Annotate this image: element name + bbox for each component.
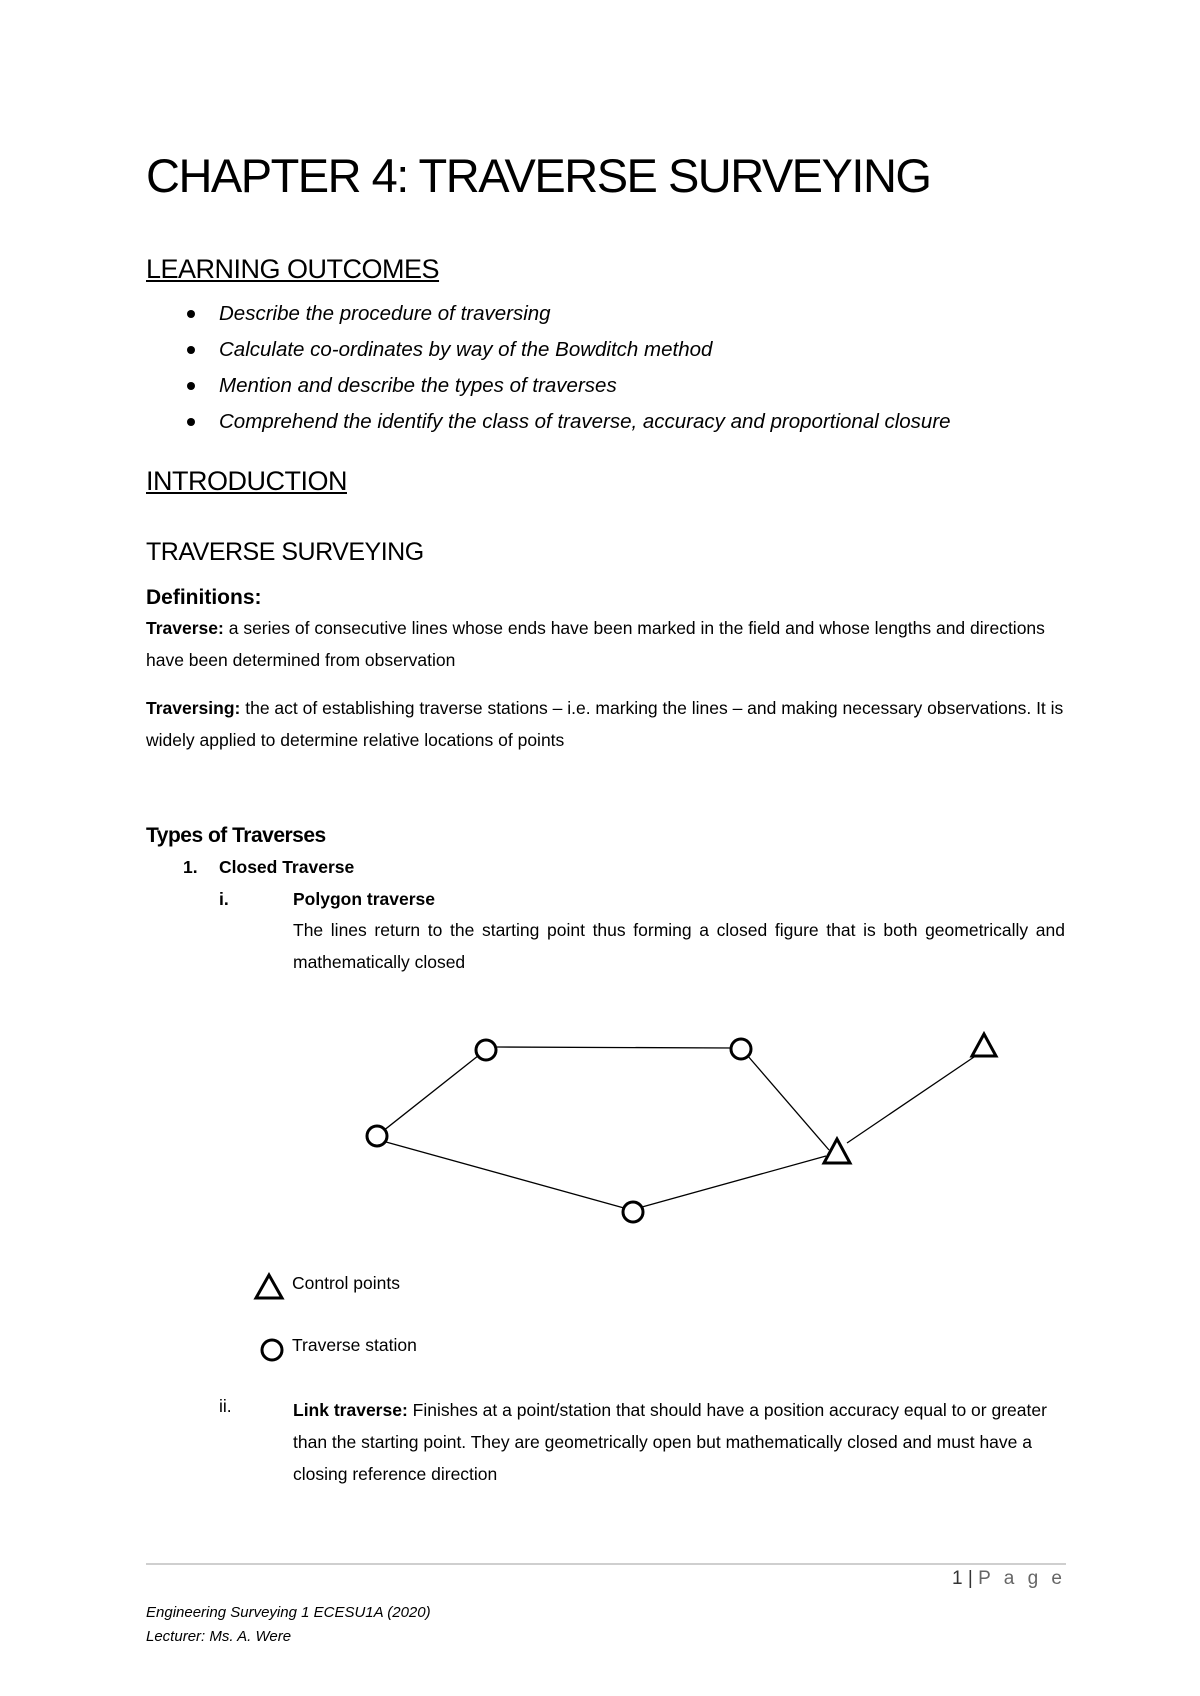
learning-outcomes-heading: LEARNING OUTCOMES xyxy=(146,254,440,284)
link-traverse-paragraph xyxy=(293,1394,1065,1490)
page-title: CHAPTER 4: TRAVERSE SURVEYING xyxy=(146,149,931,202)
types-heading: Types of Traverses xyxy=(146,824,326,847)
legend-control-point-icon xyxy=(256,1275,282,1298)
link-traverse-label: Link traverse: xyxy=(293,1400,408,1420)
traverse-stations xyxy=(367,1039,751,1222)
legend-traverse-station-icon xyxy=(262,1340,282,1360)
polygon-numeral: i. xyxy=(219,889,229,909)
introduction-heading: INTRODUCTION xyxy=(146,466,347,496)
traverse-definition-text: a series of consecutive lines whose ends have been marked in the field and whose lengths and directions have been determined from observation xyxy=(146,618,1045,670)
list-item: Describe the procedure of traversing xyxy=(146,296,951,332)
traverse-line xyxy=(847,1057,974,1143)
link-numeral: ii. xyxy=(219,1396,232,1416)
traverse-line xyxy=(747,1055,829,1150)
closed-traverse-label: Closed Traverse xyxy=(219,857,355,877)
footer-lecturer: Lecturer: Ms. A. Were xyxy=(146,1628,292,1645)
traverse-lines xyxy=(378,1047,974,1208)
page-number xyxy=(952,1568,1066,1590)
traverse-station-icon xyxy=(367,1126,387,1146)
link-traverse-description: Finishes at a point/station that should have a position accuracy equal to or greater than the starting point. They are geometrically open but mathematically closed and must have a closing reference direction xyxy=(293,1400,1047,1484)
list-item: Calculate co-ordinates by way of the Bowditch method xyxy=(146,332,951,368)
legend-traverse-station: Traverse station xyxy=(292,1335,417,1355)
traverse-line xyxy=(497,1047,733,1048)
page-separator: | xyxy=(967,1568,973,1589)
traverse-surveying-subheading: TRAVERSE SURVEYING xyxy=(146,538,424,566)
polygon-traverse-label: Polygon traverse xyxy=(293,889,435,909)
page-word: P a g e xyxy=(978,1568,1066,1589)
definitions-label: Definitions: xyxy=(146,586,262,609)
list-item: Mention and describe the types of traverses xyxy=(146,368,951,404)
list-item: Comprehend the identify the class of traverse, accuracy and proportional closure xyxy=(146,404,951,440)
polygon-description-text: The lines return to the starting point thus forming a closed figure that is both geometrically and mathematically closed xyxy=(293,920,1065,972)
traverse-line xyxy=(378,1048,488,1135)
traverse-line xyxy=(386,1142,624,1208)
traversing-term: Traversing: xyxy=(146,698,241,718)
page-number-value: 1 xyxy=(952,1568,963,1589)
closed-number: 1. xyxy=(183,857,198,877)
footer-course: Engineering Surveying 1 ECESU1A (2020) xyxy=(146,1604,431,1621)
control-point-icon xyxy=(972,1034,996,1056)
traverse-term: Traverse: xyxy=(146,618,224,638)
traversing-definition-text: the act of establishing traverse stations – i.e. marking the lines – and making necessary observations. It is widely applied to determine relative locations of points xyxy=(146,698,1064,750)
control-point-icon xyxy=(824,1139,850,1163)
traverse-station-icon xyxy=(731,1039,751,1059)
traverse-station-icon xyxy=(476,1040,496,1060)
legend-control-points: Control points xyxy=(292,1273,400,1293)
traverse-station-icon xyxy=(623,1202,643,1222)
traverse-line xyxy=(642,1156,826,1207)
control-points xyxy=(824,1034,996,1163)
footer-divider xyxy=(146,1563,1066,1565)
